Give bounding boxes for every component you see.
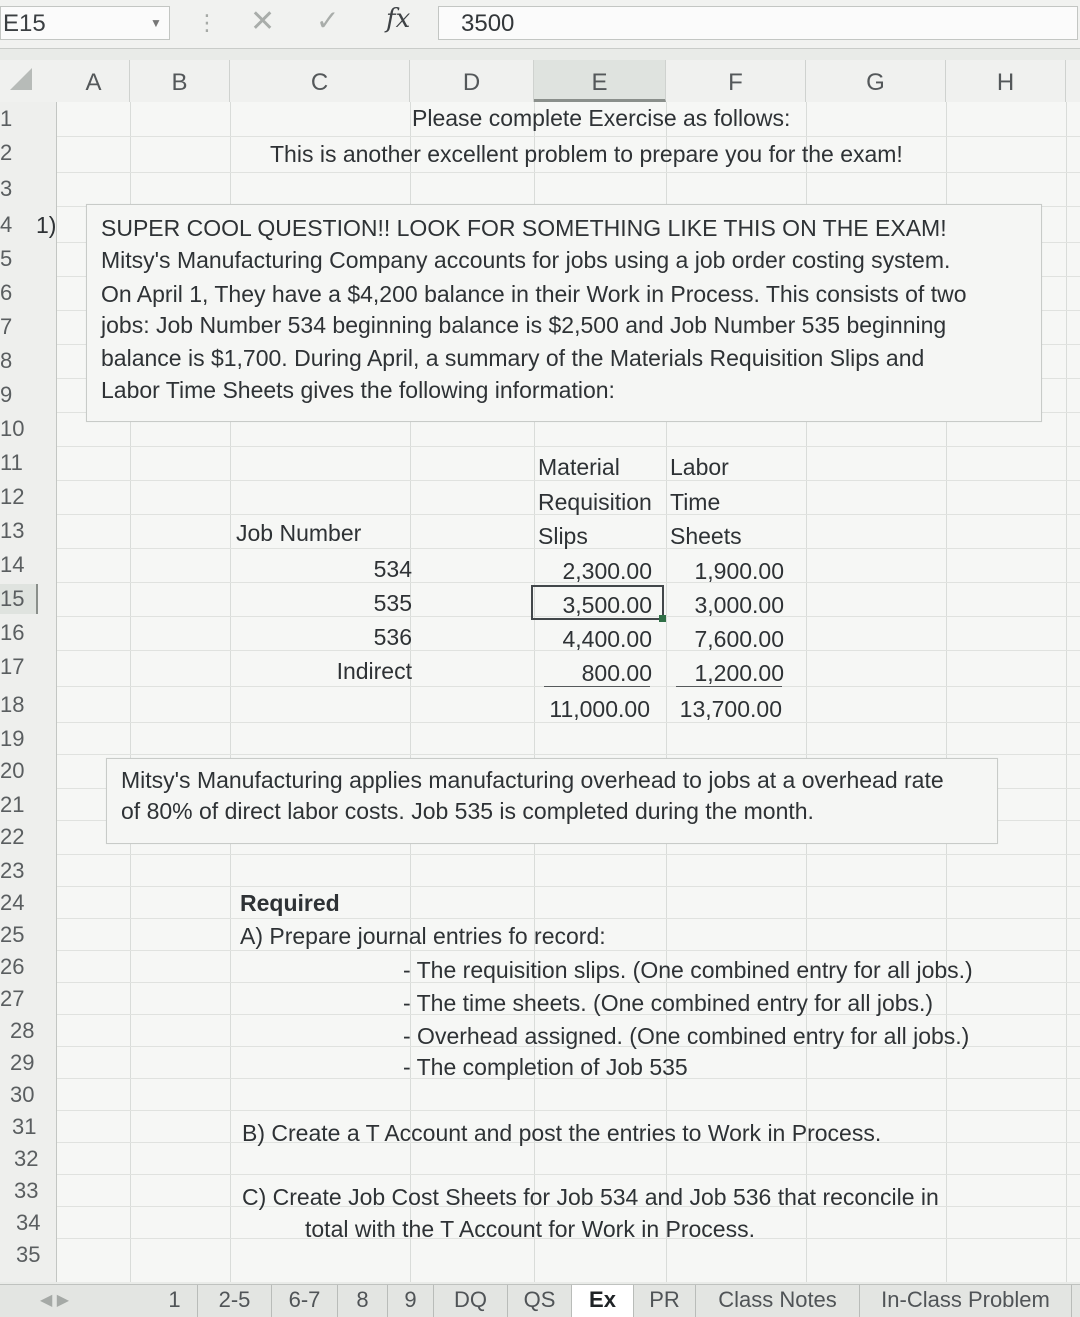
row-header[interactable]: 24 (0, 890, 25, 915)
job-number-cell[interactable]: 536 (373, 624, 412, 650)
sheet-tab[interactable]: QS (508, 1285, 572, 1317)
row-header[interactable]: 27 (0, 986, 25, 1011)
labor-header-line[interactable]: Labor (670, 454, 729, 480)
sheet-tab[interactable]: 2-5 (198, 1285, 272, 1317)
material-total[interactable]: 11,000.00 (549, 696, 650, 722)
question-line: jobs: Job Number 534 beginning balance is $2,500 and Job Number 535 beginning (101, 312, 947, 338)
overhead-line: of 80% of direct labor costs. Job 535 is completed during the month. (121, 798, 814, 824)
column-header-d[interactable]: D (410, 60, 534, 102)
required-part-c[interactable]: C) Create Job Cost Sheets for Job 534 and Job 536 that reconcile in (242, 1184, 939, 1210)
row-header[interactable]: 5 (0, 246, 13, 271)
job-number-header[interactable]: Job Number (236, 520, 362, 546)
required-bullet[interactable]: - Overhead assigned. (One combined entry for all jobs.) (403, 1023, 970, 1049)
sheet-tab[interactable]: 8 (338, 1285, 388, 1317)
question-line: On April 1, They have a $4,200 balance in their Work in Process. This consists of two (101, 281, 967, 307)
required-part-c-continued[interactable]: total with the T Account for Work in Process. (305, 1216, 755, 1242)
row-header[interactable]: 17 (0, 654, 25, 679)
job-number-cell[interactable]: 535 (373, 590, 412, 616)
column-header-e[interactable]: E (534, 60, 666, 102)
row-header[interactable]: 29 (10, 1050, 35, 1075)
formula-input[interactable]: 3500 (438, 6, 1078, 40)
fill-handle[interactable] (659, 615, 666, 622)
grip-icon: ⋮ (196, 10, 216, 35)
row-header[interactable]: 18 (0, 692, 25, 717)
sheet-tab[interactable]: 6-7 (272, 1285, 338, 1317)
question-line: balance is $1,700. During April, a summary of the Materials Requisition Slips and (101, 345, 925, 371)
sheet-tab[interactable]: PR (634, 1285, 696, 1317)
instructions-line-1[interactable]: Please complete Exercise as follows: (412, 105, 791, 131)
row-header[interactable]: 33 (14, 1178, 39, 1203)
labor-total[interactable]: 13,700.00 (679, 696, 782, 722)
labor-cell[interactable]: 1,900.00 (694, 558, 784, 584)
row-header[interactable]: 13 (0, 518, 25, 543)
required-bullet[interactable]: - The completion of Job 535 (403, 1054, 688, 1080)
row-header[interactable]: 34 (16, 1210, 41, 1235)
sheet-tab[interactable]: 1 (152, 1285, 198, 1317)
row-header[interactable]: 19 (0, 726, 25, 751)
material-cell[interactable]: 2,300.00 (562, 558, 652, 584)
column-header-h[interactable]: H (946, 60, 1066, 102)
column-header-f[interactable]: F (666, 60, 806, 102)
question-number[interactable]: 1) (36, 212, 57, 238)
required-bullet[interactable]: - The time sheets. (One combined entry for all jobs.) (403, 990, 934, 1016)
row-header[interactable]: 2 (0, 140, 13, 165)
question-line: Mitsy's Manufacturing Company accounts for jobs using a job order costing system. (101, 247, 951, 273)
enter-icon[interactable]: ✓ (316, 5, 340, 36)
labor-total-underline (676, 686, 782, 687)
question-line: Labor Time Sheets gives the following information: (101, 377, 615, 403)
question-text-box[interactable] (86, 204, 1042, 422)
question-line: SUPER COOL QUESTION!! LOOK FOR SOMETHING LIKE THIS ON THE EXAM! (101, 215, 947, 241)
overhead-text-box[interactable] (106, 758, 998, 844)
row-header[interactable]: 11 (0, 450, 23, 475)
row-header[interactable]: 32 (14, 1146, 39, 1171)
row-header[interactable]: 9 (0, 382, 13, 407)
select-all-button[interactable] (0, 60, 58, 102)
labor-cell[interactable]: 3,000.00 (694, 592, 784, 618)
material-header-line[interactable]: Slips (538, 523, 588, 549)
material-total-underline (544, 686, 650, 687)
material-cell[interactable]: 800.00 (581, 660, 652, 686)
labor-header-line[interactable]: Time (670, 489, 721, 515)
required-title[interactable]: Required (240, 890, 340, 916)
row-header[interactable]: 1 (0, 106, 13, 131)
material-header-line[interactable]: Material (538, 454, 620, 480)
name-box[interactable]: E15 (0, 6, 170, 40)
row-header[interactable]: 10 (0, 416, 25, 441)
row-header-bar (0, 102, 57, 1282)
row-header[interactable]: 4 (0, 212, 13, 237)
required-part-a[interactable]: A) Prepare journal entries fo record: (240, 923, 606, 949)
column-header-a[interactable]: A (58, 60, 130, 102)
row-header[interactable]: 14 (0, 552, 25, 577)
sheet-tab[interactable]: 9 (388, 1285, 434, 1317)
row-header[interactable]: 31 (12, 1114, 37, 1139)
row-header[interactable]: 6 (0, 280, 13, 305)
column-header-bar (0, 60, 1080, 103)
required-part-b[interactable]: B) Create a T Account and post the entries to Work in Process. (242, 1120, 882, 1146)
row-header[interactable]: 16 (0, 620, 25, 645)
row-header[interactable]: 12 (0, 484, 25, 509)
column-header-b[interactable]: B (130, 60, 230, 102)
row-header[interactable]: 22 (0, 824, 25, 849)
column-header-c[interactable]: C (230, 60, 410, 102)
sheet-tab[interactable]: Class Notes (696, 1285, 860, 1317)
labor-header-line[interactable]: Sheets (670, 523, 742, 549)
required-bullet[interactable]: - The requisition slips. (One combined entry for all jobs.) (403, 957, 973, 983)
sheet-tab-active[interactable]: Ex (572, 1285, 634, 1317)
material-cell-selected[interactable]: 3,500.00 (562, 592, 652, 618)
sheet-tab[interactable]: In-Class Problem (860, 1285, 1072, 1317)
row-header[interactable]: 25 (0, 922, 25, 947)
row-header[interactable]: 20 (0, 758, 25, 783)
labor-cell[interactable]: 1,200.00 (694, 660, 784, 686)
active-cell-border (531, 585, 664, 620)
cancel-icon[interactable]: ✕ (250, 5, 276, 38)
material-cell[interactable]: 4,400.00 (562, 626, 652, 652)
row-header[interactable]: 21 (0, 792, 25, 817)
row-header[interactable]: 35 (16, 1242, 41, 1267)
instructions-line-2[interactable]: This is another excellent problem to prepare you for the exam! (270, 141, 903, 167)
row-header[interactable]: 26 (0, 954, 25, 979)
row-header[interactable]: 3 (0, 176, 13, 201)
material-header-line[interactable]: Requisition (538, 489, 652, 515)
sheet-scroll-arrows-icon[interactable]: ◀ ▶ (40, 1292, 70, 1309)
row-header[interactable]: 7 (0, 314, 13, 339)
overhead-line: Mitsy's Manufacturing applies manufacturing overhead to jobs at a overhead rate (121, 767, 944, 793)
insert-function-icon[interactable]: fx (386, 4, 411, 34)
row-header[interactable]: 8 (0, 348, 13, 373)
sheet-tab-bar (0, 1284, 1080, 1317)
job-number-cell[interactable]: 534 (373, 556, 412, 582)
column-header-g[interactable]: G (806, 60, 946, 102)
sheet-tab[interactable]: DQ (434, 1285, 508, 1317)
row-header[interactable]: 28 (10, 1018, 35, 1043)
row-header[interactable]: 30 (10, 1082, 35, 1107)
labor-cell[interactable]: 7,600.00 (694, 626, 784, 652)
job-number-cell[interactable]: Indirect (336, 658, 412, 684)
name-box-dropdown-icon[interactable]: ▼ (150, 16, 162, 30)
row-header[interactable]: 23 (0, 858, 25, 883)
row-header-selected[interactable]: 15 (0, 584, 38, 614)
